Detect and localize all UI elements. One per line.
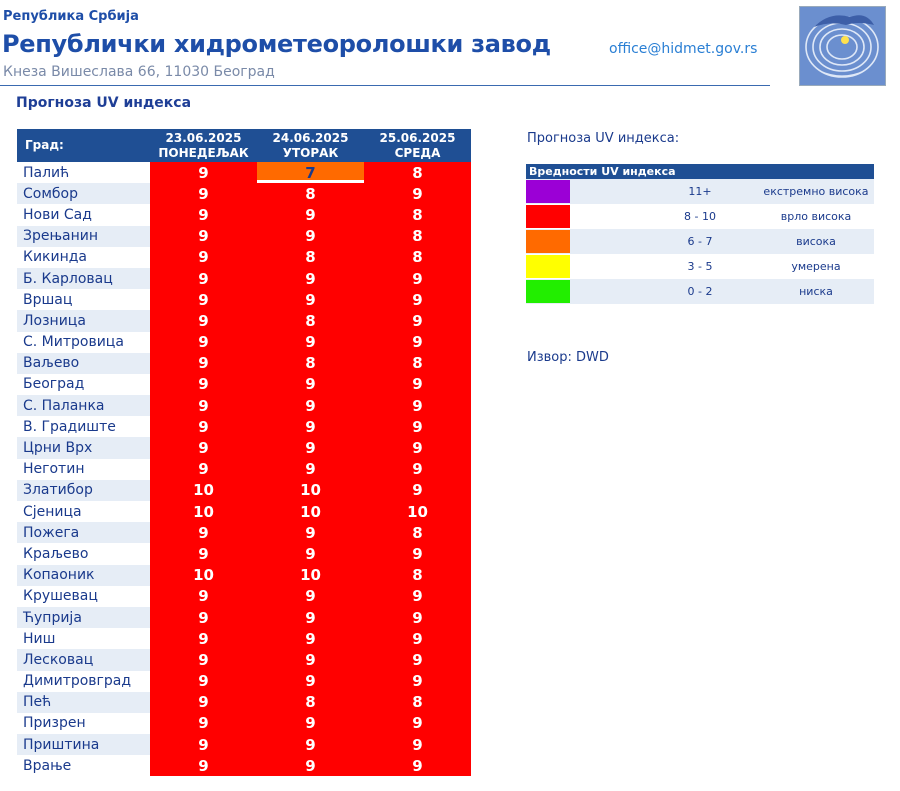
legend-range: 8 - 10	[642, 204, 758, 229]
legend-label: умерена	[758, 254, 874, 279]
uv-value-cell: 9	[150, 247, 257, 268]
uv-value-cell: 9	[257, 649, 364, 670]
table-row	[17, 692, 471, 713]
uv-value-cell: 9	[150, 713, 257, 734]
header-title: Републички хидрометеоролошки завод	[2, 30, 551, 58]
day-date: 23.06.2025	[165, 130, 242, 145]
table-row	[17, 543, 471, 564]
uv-value-cell: 9	[364, 289, 471, 310]
table-row	[17, 713, 471, 734]
table-row	[17, 204, 471, 225]
uv-value-cell: 9	[364, 374, 471, 395]
city-name: Крушевац	[17, 586, 150, 607]
uv-value-cell: 9	[150, 395, 257, 416]
uv-value-cell: 9	[150, 649, 257, 670]
day-date: 25.06.2025	[379, 130, 456, 145]
city-name: Пожега	[17, 522, 150, 543]
color-swatch	[526, 255, 570, 278]
table-row	[17, 247, 471, 268]
table-header-row	[17, 129, 471, 162]
uv-value-cell: 9	[150, 416, 257, 437]
uv-value-cell: 9	[257, 734, 364, 755]
legend-swatch	[526, 204, 642, 229]
uv-value-cell: 8	[364, 247, 471, 268]
table-row	[17, 586, 471, 607]
day-date: 24.06.2025	[272, 130, 349, 145]
city-name: Сјеница	[17, 501, 150, 522]
table-row	[17, 268, 471, 289]
uv-value-cell: 8	[364, 162, 471, 183]
source-note: Извор: DWD	[527, 350, 609, 365]
uv-value-cell: 9	[257, 226, 364, 247]
day-name: ПОНЕДЕЉАК	[158, 145, 249, 160]
city-name: Врање	[17, 755, 150, 776]
city-name: С. Митровица	[17, 332, 150, 353]
uv-value-cell: 9	[364, 395, 471, 416]
uv-value-cell: 9	[150, 204, 257, 225]
uv-value-cell: 9	[150, 289, 257, 310]
legend-header: Вредности UV индекса	[526, 164, 874, 179]
uv-value-cell: 9	[150, 543, 257, 564]
uv-value-cell: 10	[150, 565, 257, 586]
email-link[interactable]: office@hidmet.gov.rs	[609, 41, 758, 57]
table-row	[17, 395, 471, 416]
city-name: Копаоник	[17, 565, 150, 586]
city-name: В. Градиште	[17, 416, 150, 437]
city-name: Златибор	[17, 480, 150, 501]
uv-value-cell: 9	[364, 755, 471, 776]
legend-label: екстремно висока	[758, 179, 874, 204]
uv-value-cell: 9	[150, 734, 257, 755]
uv-value-cell: 9	[257, 204, 364, 225]
table-row	[17, 671, 471, 692]
table-row	[17, 374, 471, 395]
uv-value-cell: 9	[364, 480, 471, 501]
color-swatch	[526, 205, 570, 228]
city-name: Ниш	[17, 628, 150, 649]
table-row	[17, 353, 471, 374]
uv-value-cell: 9	[257, 522, 364, 543]
uv-value-cell: 9	[150, 437, 257, 458]
city-name: Зрењанин	[17, 226, 150, 247]
uv-value-cell: 10	[150, 501, 257, 522]
uv-value-cell: 9	[150, 692, 257, 713]
header-address: Кнеза Вишеслава 66, 11030 Београд	[3, 64, 275, 80]
uv-value-cell: 8	[257, 692, 364, 713]
city-name: Кикинда	[17, 247, 150, 268]
table-row	[17, 480, 471, 501]
table-row	[17, 310, 471, 331]
legend-title: Прогноза UV индекса:	[527, 131, 680, 146]
legend-row	[526, 204, 874, 229]
color-swatch	[526, 280, 570, 303]
legend-label: висока	[758, 229, 874, 254]
uv-value-cell: 9	[257, 671, 364, 692]
uv-value-cell: 8	[364, 565, 471, 586]
uv-value-cell: 9	[364, 586, 471, 607]
legend-label: ниска	[758, 279, 874, 304]
legend-range: 3 - 5	[642, 254, 758, 279]
table-row	[17, 437, 471, 458]
table-row	[17, 289, 471, 310]
color-swatch	[526, 180, 570, 203]
uv-value-cell: 9	[364, 713, 471, 734]
uv-value-cell: 9	[364, 649, 471, 670]
uv-value-cell: 9	[150, 586, 257, 607]
section-title: Прогноза UV индекса	[16, 95, 192, 111]
city-name: Сомбор	[17, 183, 150, 204]
uv-value-cell: 10	[257, 480, 364, 501]
uv-value-cell: 9	[150, 162, 257, 183]
table-row	[17, 628, 471, 649]
day-column-header	[364, 129, 471, 162]
table-row	[17, 416, 471, 437]
city-name: Ћуприја	[17, 607, 150, 628]
uv-value-cell: 9	[257, 543, 364, 564]
uv-value-cell: 8	[364, 522, 471, 543]
uv-value-cell: 9	[364, 310, 471, 331]
uv-value-cell: 9	[150, 671, 257, 692]
uv-value-cell: 9	[364, 543, 471, 564]
table-row	[17, 183, 471, 204]
city-name: Палић	[17, 162, 150, 183]
uv-value-cell: 9	[257, 628, 364, 649]
table-row	[17, 162, 471, 183]
legend-label: врло висока	[758, 204, 874, 229]
uv-value-cell: 8	[364, 692, 471, 713]
uv-value-cell: 9	[257, 289, 364, 310]
table-row	[17, 565, 471, 586]
rhmz-logo	[799, 6, 886, 86]
uv-value-cell: 8	[364, 226, 471, 247]
uv-value-cell: 9	[257, 607, 364, 628]
uv-value-cell: 9	[364, 268, 471, 289]
uv-value-cell: 9	[257, 586, 364, 607]
table-row	[17, 734, 471, 755]
uv-value-cell: 9	[150, 374, 257, 395]
legend-range: 11+	[642, 179, 758, 204]
uv-value-cell: 9	[150, 353, 257, 374]
uv-value-cell: 9	[150, 226, 257, 247]
city-name: Неготин	[17, 459, 150, 480]
legend-swatch	[526, 254, 642, 279]
uv-value-cell: 7	[257, 162, 364, 183]
legend-range: 6 - 7	[642, 229, 758, 254]
uv-value-cell: 9	[150, 310, 257, 331]
uv-value-cell: 8	[257, 247, 364, 268]
uv-value-cell: 9	[257, 395, 364, 416]
uv-value-cell: 8	[364, 204, 471, 225]
uv-value-cell: 9	[150, 628, 257, 649]
uv-value-cell: 8	[364, 353, 471, 374]
uv-value-cell: 9	[150, 522, 257, 543]
day-column-header	[150, 129, 257, 162]
city-name: Пећ	[17, 692, 150, 713]
uv-value-cell: 9	[257, 755, 364, 776]
city-column-header: Град:	[17, 129, 150, 162]
city-name: Ваљево	[17, 353, 150, 374]
legend-row	[526, 229, 874, 254]
city-name: Лесковац	[17, 649, 150, 670]
uv-value-cell: 8	[257, 310, 364, 331]
color-swatch	[526, 230, 570, 253]
table-row	[17, 459, 471, 480]
uv-value-cell: 9	[257, 459, 364, 480]
uv-value-cell: 9	[150, 183, 257, 204]
uv-value-cell: 8	[257, 183, 364, 204]
city-name: Б. Карловац	[17, 268, 150, 289]
uv-value-cell: 9	[150, 268, 257, 289]
uv-value-cell: 9	[257, 332, 364, 353]
city-name: Призрен	[17, 713, 150, 734]
uv-value-cell: 9	[150, 755, 257, 776]
legend-row	[526, 279, 874, 304]
uv-legend-table	[526, 164, 874, 304]
uv-value-cell: 9	[257, 374, 364, 395]
legend-range: 0 - 2	[642, 279, 758, 304]
city-name: Црни Врх	[17, 437, 150, 458]
legend-swatch	[526, 229, 642, 254]
uv-value-cell: 8	[257, 353, 364, 374]
header-divider	[0, 85, 770, 86]
uv-value-cell: 9	[364, 607, 471, 628]
uv-value-cell: 9	[364, 671, 471, 692]
city-name: Приштина	[17, 734, 150, 755]
legend-row	[526, 254, 874, 279]
uv-value-cell: 9	[364, 332, 471, 353]
uv-value-cell: 9	[257, 268, 364, 289]
uv-value-cell: 9	[150, 332, 257, 353]
city-name: С. Паланка	[17, 395, 150, 416]
uv-value-cell: 10	[150, 480, 257, 501]
uv-value-cell: 9	[364, 734, 471, 755]
city-name: Димитровград	[17, 671, 150, 692]
uv-forecast-table	[17, 129, 471, 776]
city-name: Лозница	[17, 310, 150, 331]
uv-value-cell: 10	[364, 501, 471, 522]
city-name: Краљево	[17, 543, 150, 564]
legend-row	[526, 179, 874, 204]
uv-value-cell: 9	[364, 628, 471, 649]
uv-value-cell: 9	[257, 416, 364, 437]
uv-value-cell: 9	[364, 416, 471, 437]
day-name: УТОРАК	[282, 145, 339, 160]
city-name: Београд	[17, 374, 150, 395]
uv-value-cell: 10	[257, 501, 364, 522]
header-small-title: Република Србија	[3, 9, 139, 24]
uv-value-cell: 10	[257, 565, 364, 586]
uv-value-cell: 9	[257, 713, 364, 734]
day-column-header	[257, 129, 364, 162]
city-name: Вршац	[17, 289, 150, 310]
table-row	[17, 649, 471, 670]
table-row	[17, 755, 471, 776]
uv-value-cell: 9	[364, 437, 471, 458]
table-row	[17, 607, 471, 628]
table-row	[17, 332, 471, 353]
legend-swatch	[526, 179, 642, 204]
uv-value-cell: 9	[150, 459, 257, 480]
table-row	[17, 501, 471, 522]
uv-value-cell: 9	[150, 607, 257, 628]
city-name: Нови Сад	[17, 204, 150, 225]
table-row	[17, 226, 471, 247]
table-row	[17, 522, 471, 543]
uv-value-cell: 9	[364, 459, 471, 480]
uv-value-cell: 9	[257, 437, 364, 458]
day-name: СРЕДА	[394, 145, 441, 160]
legend-swatch	[526, 279, 642, 304]
uv-value-cell: 9	[364, 183, 471, 204]
